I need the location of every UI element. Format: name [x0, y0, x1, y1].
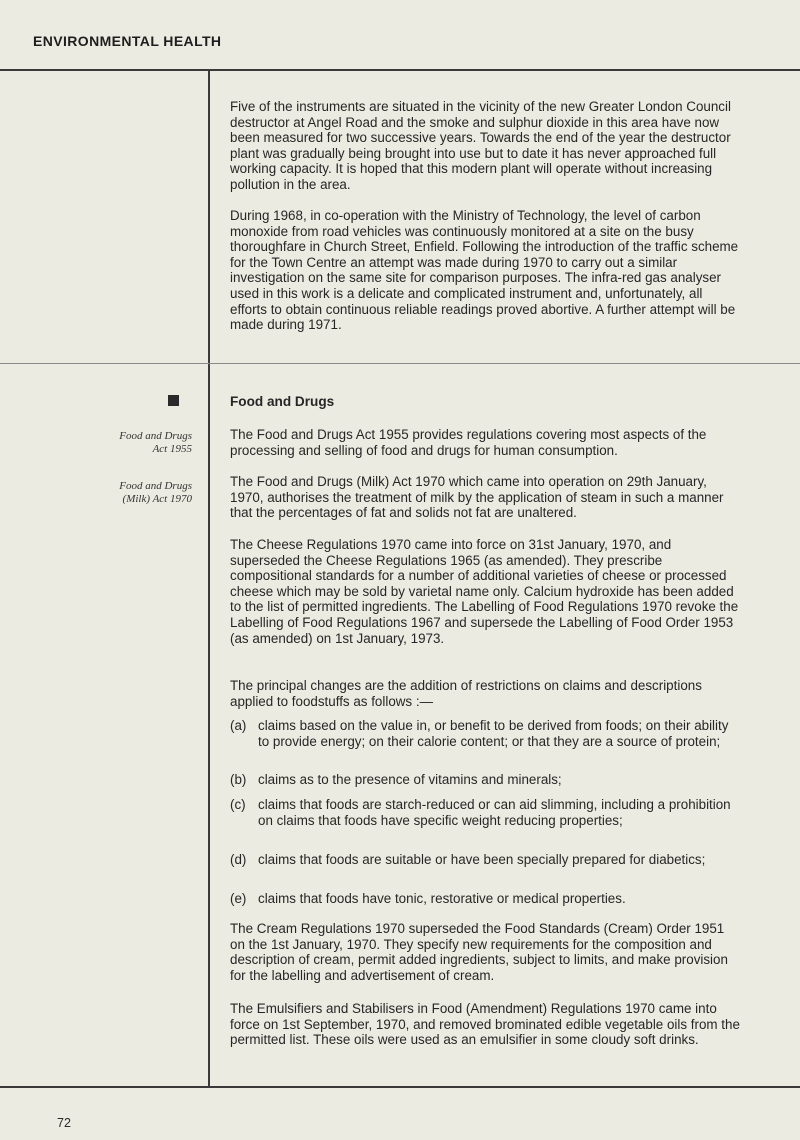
- list-item-text: claims that foods have tonic, restorative or medical properties.: [258, 891, 626, 906]
- running-header: ENVIRONMENTAL HEALTH: [33, 33, 222, 49]
- margin-note-line: Food and Drugs: [119, 480, 192, 492]
- margin-note-food-drugs-act: [42, 430, 192, 455]
- section-marker-icon: [168, 395, 179, 406]
- list-item-label: (d): [230, 852, 247, 867]
- paragraph-cream-regulations: The Cream Regulations 1970 superseded the Food Standards (Cream) Order 1951 on the 1st January, 1970. They specify new requirements for the composition and description of cream, permit added ingredients, subject to limits, and make provision for the labelling and advertisement of cream.: [230, 921, 728, 983]
- list-item: [230, 718, 742, 749]
- paragraph-carbon-monoxide: During 1968, in co-operation with the Ministry of Technology, the level of carbon monoxide from road vehicles was continuously monitored at a site on the busy thoroughfare in Church Street, Enfield. Following the introduction of the traffic scheme for the Town Centre an attempt was made during 1970 to carry out a similar investigation on the same site for comparison purposes. The infra-red gas analyser used in this work is a delicate and complicated instrument and, unfortunately, all efforts to obtain continuous reliable readings proved abortive. A further attempt will be made during 1971.: [230, 208, 739, 333]
- list-item-text: claims that foods are suitable or have been specially prepared for diabetics;: [258, 852, 706, 867]
- margin-note-line: Food and Drugs: [119, 430, 192, 442]
- paragraph-incinerator: Five of the instruments are situated in the vicinity of the new Greater London Council destructor at Angel Road and the smoke and sulphur dioxide in this area have now been measured for two successive years. Towards the end of the year the destructor plant was gradually being brought into use but to date it has never approached full working capacity. It is hoped that this modern plant will operate without increasing pollution in the area.: [230, 99, 731, 192]
- list-item: [230, 772, 742, 788]
- margin-note-milk-act: [42, 480, 192, 505]
- paragraph-food-drugs-act: The Food and Drugs Act 1955 provides regulations covering most aspects of the processing and selling of food and drugs for human consumption.: [230, 427, 707, 458]
- list-item-label: (c): [230, 797, 246, 812]
- list-item: [230, 797, 742, 828]
- paragraph-cheese-regulations: The Cheese Regulations 1970 came into force on 31st January, 1970, and superseded the Cheese Regulations 1965 (as amended). They prescribe compositional standards for a number of additional varieties of cheese or processed cheese which may be sold by varietal name only. Calcium hydroxide has been added to the list of permitted ingredients. The Labelling of Food Regulations 1970 revoke the Labelling of Food Regulations 1967 and supersede the Labelling of Food Order 1953 (as amended) on 1st January, 1973.: [230, 537, 739, 646]
- list-item-label: (b): [230, 772, 247, 787]
- list-item-text: claims based on the value in, or benefit to be derived from foods; on their ability to provide energy; on their calorie content; or that they are a source of protein;: [258, 718, 729, 749]
- list-item-label: (e): [230, 891, 247, 906]
- paragraph-emulsifiers: The Emulsifiers and Stabilisers in Food (Amendment) Regulations 1970 came into force on 1st September, 1970, and removed brominated edible vegetable oils from the permitted list. These oils were used as an emulsifier in some cloudy soft drinks.: [230, 1001, 740, 1048]
- paragraph-milk-act: The Food and Drugs (Milk) Act 1970 which came into operation on 29th January, 1970, authorises the treatment of milk by the application of steam in such a manner that the percentages of fat and solids not fat are unaltered.: [230, 474, 724, 521]
- list-item-label: (a): [230, 718, 247, 733]
- top-rule: [0, 69, 800, 71]
- list-item-text: claims that foods are starch-reduced or can aid slimming, including a prohibition on claims that foods have specific weight reducing properties;: [258, 797, 731, 828]
- section-heading: Food and Drugs: [230, 394, 335, 409]
- margin-note-line: Act 1955: [152, 442, 192, 455]
- list-item: [230, 852, 742, 868]
- list-item-text: claims as to the presence of vitamins and minerals;: [258, 772, 562, 787]
- page-number: 72: [57, 1116, 71, 1130]
- bottom-rule: [0, 1086, 800, 1088]
- section-separator: [0, 363, 800, 364]
- margin-rule: [208, 69, 210, 1087]
- list-item: [230, 891, 742, 907]
- paragraph-principal-changes: The principal changes are the addition of restrictions on claims and descriptions applied to foodstuffs as follows :—: [230, 678, 702, 709]
- margin-note-line: (Milk) Act 1970: [122, 492, 192, 505]
